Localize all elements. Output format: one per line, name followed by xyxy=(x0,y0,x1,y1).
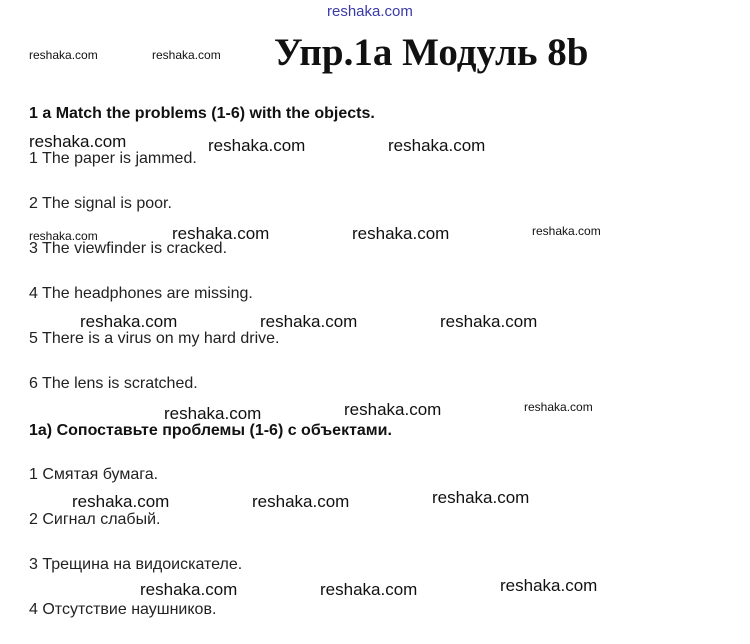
russian-item: 4 Отсутствие наушников. xyxy=(29,601,217,618)
russian-item: 1 Смятая бумага. xyxy=(29,466,159,483)
watermark: reshaka.com xyxy=(260,312,358,331)
watermark: reshaka.com xyxy=(172,224,270,243)
english-item: 2 The signal is poor. xyxy=(29,195,172,212)
watermark: reshaka.com xyxy=(344,400,442,419)
watermark: reshaka.com xyxy=(29,132,127,151)
watermark: reshaka.com xyxy=(532,224,601,238)
watermark: reshaka.com xyxy=(320,580,418,599)
english-item: 3 The viewfinder is cracked. xyxy=(29,240,228,257)
russian-item: 3 Трещина на видоискателе. xyxy=(29,556,243,573)
watermark: reshaka.com xyxy=(208,136,306,155)
watermark: reshaka.com xyxy=(388,136,486,155)
english-item: 4 The headphones are missing. xyxy=(29,285,253,302)
watermark: reshaka.com xyxy=(440,312,538,331)
watermark: reshaka.com xyxy=(80,312,178,331)
english-item: 1 The paper is jammed. xyxy=(29,150,197,167)
english-heading: 1 a Match the problems (1-6) with the objects. xyxy=(29,105,375,122)
watermark: reshaka.com xyxy=(72,492,170,511)
watermark: reshaka.com xyxy=(29,48,98,62)
russian-heading: 1а) Сопоставьте проблемы (1-6) с объектами. xyxy=(29,422,392,439)
watermark: reshaka.com xyxy=(29,229,98,243)
english-item: 5 There is a virus on my hard drive. xyxy=(29,330,280,347)
page-title: Упр.1а Модуль 8b xyxy=(274,31,589,74)
watermark: reshaka.com xyxy=(164,404,262,423)
top-watermark: reshaka.com xyxy=(327,3,413,20)
watermark: reshaka.com xyxy=(524,400,593,414)
english-item: 6 The lens is scratched. xyxy=(29,375,198,392)
russian-item: 2 Сигнал слабый. xyxy=(29,511,161,528)
watermark: reshaka.com xyxy=(500,576,598,595)
watermark: reshaka.com xyxy=(352,224,450,243)
watermark: reshaka.com xyxy=(140,580,238,599)
watermark: reshaka.com xyxy=(432,488,530,507)
watermark: reshaka.com xyxy=(152,48,221,62)
watermark: reshaka.com xyxy=(252,492,350,511)
